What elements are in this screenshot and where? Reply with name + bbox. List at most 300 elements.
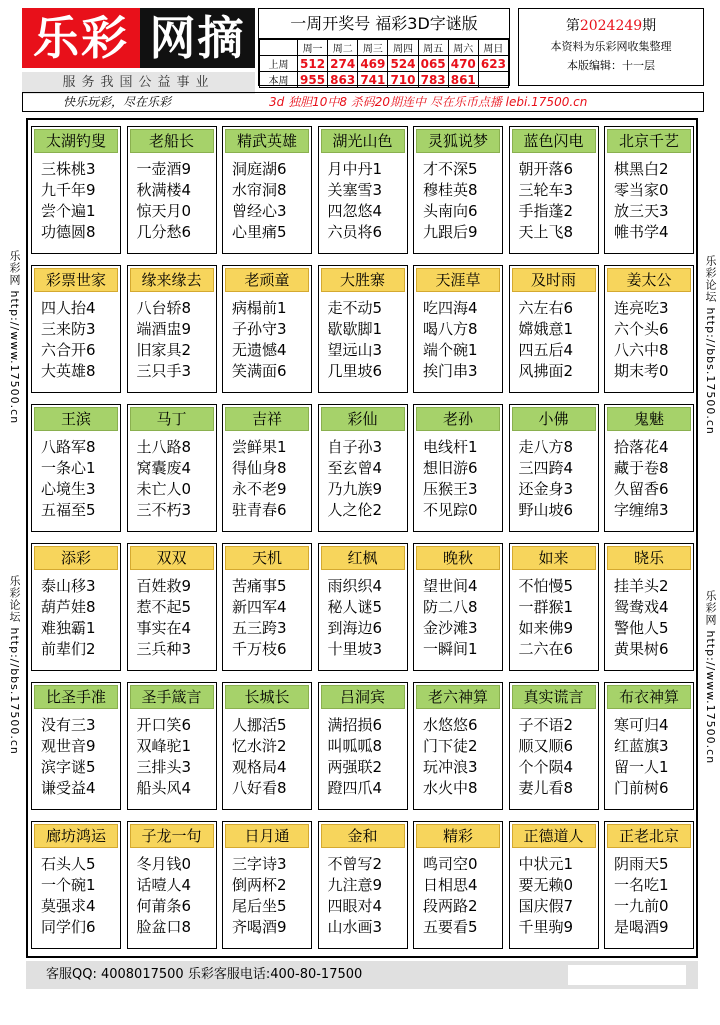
forecast-cell-body — [128, 572, 216, 660]
forecast-cell-body — [223, 711, 311, 799]
forecast-cell-title: 老船长 — [130, 129, 214, 153]
forecast-line: 子不语2 — [518, 716, 574, 734]
forecast-cell-title: 王滨 — [34, 407, 118, 431]
forecast-cell — [509, 821, 599, 949]
forecast-cell-title: 彩仙 — [321, 407, 405, 431]
forecast-cell-body — [510, 850, 598, 938]
this-week-number: 861 — [448, 72, 478, 88]
forecast-line: 千万枝6 — [232, 640, 287, 658]
forecast-cell — [318, 821, 408, 949]
last-week-number: 512 — [298, 56, 328, 72]
forecast-line: 笑满面6 — [232, 362, 287, 380]
forecast-cell-title: 添彩 — [34, 546, 118, 570]
last-week-label: 上周 — [260, 56, 298, 72]
forecast-line: 三字诗3 — [232, 855, 287, 873]
forecast-line: 何莆条6 — [136, 897, 192, 915]
forecast-cell-title: 如来 — [512, 546, 596, 570]
forecast-line: 段两路2 — [423, 897, 478, 915]
forecast-cell — [127, 543, 217, 671]
forecast-line: 鸣司空0 — [423, 855, 478, 873]
draw-day-header: 周二 — [328, 40, 358, 56]
draw-title: 一周开奖号 福彩3D字谜版 — [259, 9, 509, 39]
forecast-line: 风拂面2 — [518, 362, 574, 380]
forecast-line: 脸盆口8 — [136, 918, 192, 936]
forecast-line: 未亡人0 — [136, 480, 192, 498]
tagline-left: 快乐玩彩，尽在乐彩 — [63, 95, 172, 109]
forecast-line: 四五后4 — [518, 341, 574, 359]
forecast-line: 久留香6 — [614, 480, 669, 498]
forecast-cell — [318, 265, 408, 393]
footer-blank-box — [568, 965, 686, 985]
this-week-number: 863 — [328, 72, 358, 88]
slogan: 服务我国公益事业 — [22, 72, 255, 94]
forecast-line: 穆桂英8 — [423, 181, 478, 199]
forecast-cell — [127, 682, 217, 810]
tagline-bar — [22, 92, 704, 112]
forecast-cell-body — [319, 294, 407, 382]
forecast-line: 开口笑6 — [136, 716, 192, 734]
draw-day-header: 周五 — [418, 40, 448, 56]
forecast-line: 红蓝旗3 — [614, 737, 669, 755]
forecast-line: 倒两杯2 — [232, 876, 287, 894]
forecast-cell-body — [223, 155, 311, 243]
forecast-line: 双峰驼1 — [136, 737, 192, 755]
forecast-cell-body — [223, 294, 311, 382]
forecast-cell — [604, 821, 694, 949]
forecast-line: 寒可归4 — [614, 716, 669, 734]
forecast-cell-title: 老六神算 — [416, 685, 500, 709]
forecast-line: 一个碗1 — [41, 876, 96, 894]
forecast-cell-title: 子龙一句 — [130, 824, 214, 848]
forecast-cell-title: 大胜寨 — [321, 268, 405, 292]
forecast-cell-body — [510, 572, 598, 660]
forecast-line: 九千年9 — [41, 181, 96, 199]
draw-day-header: 周一 — [298, 40, 328, 56]
side-label-left-bottom: 乐彩论坛 http://bbs.17500.cn — [8, 575, 21, 755]
forecast-line: 六个头6 — [614, 320, 669, 338]
forecast-line: 人之伦2 — [327, 501, 383, 519]
forecast-cell-body — [510, 711, 598, 799]
forecast-line: 石头人5 — [41, 855, 96, 873]
forecast-cell — [604, 543, 694, 671]
forecast-line: 黄果树6 — [614, 640, 669, 658]
forecast-line: 警他人5 — [614, 619, 669, 637]
forecast-line: 顺又顺6 — [518, 737, 574, 755]
forecast-line: 观格局4 — [232, 758, 287, 776]
forecast-cell — [509, 682, 599, 810]
forecast-cell — [127, 126, 217, 254]
forecast-cell-title: 缘来缘去 — [130, 268, 214, 292]
this-week-number — [478, 72, 508, 88]
last-week-number: 470 — [448, 56, 478, 72]
forecast-cell — [127, 404, 217, 532]
issue-note: 本资料为乐彩网收集整理 — [550, 40, 672, 53]
forecast-cell-title: 鬼魅 — [607, 407, 691, 431]
forecast-line: 吃四海4 — [423, 299, 478, 317]
forecast-line: 百姓救9 — [136, 577, 192, 595]
forecast-cell-body — [128, 294, 216, 382]
forecast-line: 自子孙3 — [327, 438, 383, 456]
forecast-cell-body — [414, 711, 502, 799]
forecast-cell-title: 晓乐 — [607, 546, 691, 570]
forecast-line: 几分愁6 — [136, 223, 192, 241]
forecast-line: 三四跨4 — [518, 459, 574, 477]
forecast-line: 莫强求4 — [41, 897, 96, 915]
forecast-line: 要无赖0 — [518, 876, 574, 894]
forecast-cell-body — [128, 155, 216, 243]
forecast-cell-title: 马丁 — [130, 407, 214, 431]
forecast-line: 心境生3 — [41, 480, 96, 498]
forecast-cell-title: 天机 — [225, 546, 309, 570]
forecast-line: 惊天月0 — [136, 202, 192, 220]
forecast-line: 乃九族9 — [327, 480, 383, 498]
forecast-line: 藏于卷8 — [614, 459, 669, 477]
forecast-line: 想旧游6 — [423, 459, 478, 477]
forecast-line: 八台轿8 — [136, 299, 192, 317]
forecast-line: 玩冲浪3 — [423, 758, 478, 776]
last-week-number: 065 — [418, 56, 448, 72]
this-week-number: 955 — [298, 72, 328, 88]
forecast-line: 妻儿看8 — [518, 779, 574, 797]
forecast-cell-body — [605, 572, 693, 660]
forecast-line: 鸳鸯戏4 — [614, 598, 669, 616]
forecast-cell-title: 老孙 — [416, 407, 500, 431]
forecast-cell-body — [510, 294, 598, 382]
last-week-number: 623 — [478, 56, 508, 72]
forecast-cell-title: 圣手箴言 — [130, 685, 214, 709]
forecast-line: 前辈们2 — [41, 640, 96, 658]
forecast-cell-title: 小佛 — [512, 407, 596, 431]
forecast-line: 山水画3 — [327, 918, 383, 936]
forecast-line: 三株桃3 — [41, 160, 96, 178]
forecast-line: 六左右6 — [518, 299, 574, 317]
forecast-line: 阴雨天5 — [614, 855, 669, 873]
issue-number: 第2024249期 — [565, 18, 657, 34]
forecast-line: 一九前0 — [614, 897, 669, 915]
forecast-cell-title: 姜太公 — [607, 268, 691, 292]
forecast-line: 野山坡6 — [518, 501, 574, 519]
forecast-line: 一名吃1 — [614, 876, 669, 894]
forecast-line: 拾落花4 — [614, 438, 669, 456]
forecast-cell-title: 红枫 — [321, 546, 405, 570]
draw-day-header: 周三 — [358, 40, 388, 56]
forecast-line: 得仙身8 — [232, 459, 287, 477]
forecast-cell-body — [414, 850, 502, 938]
forecast-line: 金沙滩3 — [423, 619, 478, 637]
side-label-right-bottom: 乐彩网 http://www.17500.cn — [704, 590, 717, 765]
forecast-line: 水悠悠6 — [423, 716, 478, 734]
forecast-cell-title: 及时雨 — [512, 268, 596, 292]
forecast-line: 两强联2 — [327, 758, 383, 776]
forecast-cell-title: 彩票世家 — [34, 268, 118, 292]
forecast-cell — [509, 543, 599, 671]
forecast-line: 新四军4 — [232, 598, 287, 616]
forecast-cell-body — [319, 850, 407, 938]
forecast-cell-body — [223, 572, 311, 660]
forecast-cell — [413, 404, 503, 532]
forecast-line: 蹬四爪4 — [327, 779, 383, 797]
forecast-cell — [31, 543, 121, 671]
forecast-line: 没有三3 — [41, 716, 96, 734]
forecast-line: 中状元1 — [518, 855, 574, 873]
forecast-line: 日相思4 — [423, 876, 478, 894]
forecast-cell-body — [128, 711, 216, 799]
forecast-line: 驻青春6 — [232, 501, 287, 519]
forecast-cell-title: 日月通 — [225, 824, 309, 848]
forecast-line: 防二八8 — [423, 598, 478, 616]
footer-bar — [26, 961, 698, 989]
forecast-cell-title: 湖光山色 — [321, 129, 405, 153]
forecast-cell-body — [414, 294, 502, 382]
forecast-cell — [604, 404, 694, 532]
forecast-line: 子孙守3 — [232, 320, 287, 338]
forecast-line: 挂羊头2 — [614, 577, 669, 595]
forecast-line: 是喝酒9 — [614, 918, 669, 936]
forecast-cell-body — [605, 155, 693, 243]
forecast-cell-body — [223, 850, 311, 938]
forecast-line: 一壶酒9 — [136, 160, 192, 178]
logo-red-part: 乐彩 — [22, 8, 140, 68]
forecast-cell-body — [32, 711, 120, 799]
forecast-cell-title: 布衣神算 — [607, 685, 691, 709]
forecast-cell — [127, 821, 217, 949]
side-label-left-top: 乐彩网 http://www.17500.cn — [8, 250, 21, 425]
last-week-number: 524 — [388, 56, 418, 72]
forecast-line: 如来佛9 — [518, 619, 574, 637]
forecast-line: 个个陨4 — [518, 758, 574, 776]
forecast-cell-title: 正德道人 — [512, 824, 596, 848]
forecast-line: 心里痛5 — [232, 223, 287, 241]
forecast-line: 十里坡3 — [327, 640, 383, 658]
forecast-line: 朝开落6 — [518, 160, 574, 178]
forecast-cell — [604, 265, 694, 393]
forecast-cell — [318, 404, 408, 532]
forecast-cell-body — [32, 572, 120, 660]
forecast-cell — [604, 682, 694, 810]
forecast-cell-body — [32, 294, 120, 382]
forecast-line: 惹不起5 — [136, 598, 192, 616]
forecast-cell-body — [128, 433, 216, 521]
forecast-grid — [26, 118, 698, 958]
forecast-cell — [413, 543, 503, 671]
forecast-line: 棋黑白2 — [614, 160, 669, 178]
forecast-line: 五要看5 — [423, 918, 478, 936]
forecast-line: 尝鲜果1 — [232, 438, 287, 456]
forecast-cell — [222, 404, 312, 532]
forecast-line: 电线杆1 — [423, 438, 478, 456]
forecast-line: 三兵种3 — [136, 640, 192, 658]
forecast-line: 千里驹9 — [518, 918, 574, 936]
forecast-cell-title: 蓝色闪电 — [512, 129, 596, 153]
forecast-cell — [509, 404, 599, 532]
forecast-cell — [31, 126, 121, 254]
last-week-number: 469 — [358, 56, 388, 72]
forecast-cell-body — [605, 433, 693, 521]
forecast-cell-title: 长城长 — [225, 685, 309, 709]
forecast-line: 满招损6 — [327, 716, 383, 734]
forecast-line: 帷书学4 — [614, 223, 669, 241]
forecast-cell-title: 真实谎言 — [512, 685, 596, 709]
forecast-line: 歇歇脚1 — [327, 320, 383, 338]
forecast-line: 大英雄8 — [41, 362, 96, 380]
forecast-line: 尝个遍1 — [41, 202, 96, 220]
forecast-line: 八好看8 — [232, 779, 287, 797]
forecast-line: 八路军8 — [41, 438, 96, 456]
forecast-line: 同学们6 — [41, 918, 96, 936]
forecast-cell-title: 廊坊鸿运 — [34, 824, 118, 848]
forecast-line: 端个碗1 — [423, 341, 478, 359]
forecast-cell — [222, 821, 312, 949]
forecast-cell — [222, 682, 312, 810]
forecast-line: 嫦娥意1 — [518, 320, 574, 338]
forecast-line: 话噎人4 — [136, 876, 192, 894]
forecast-line: 连亮吃3 — [614, 299, 669, 317]
this-week-label: 本周 — [260, 72, 298, 88]
forecast-line: 苦痛事5 — [232, 577, 287, 595]
forecast-cell-body — [319, 572, 407, 660]
forecast-line: 一瞬间1 — [423, 640, 478, 658]
forecast-line: 九跟后9 — [423, 223, 478, 241]
forecast-line: 望远山3 — [327, 341, 383, 359]
forecast-line: 头南向6 — [423, 202, 478, 220]
forecast-line: 国庆假7 — [518, 897, 574, 915]
draw-table — [259, 39, 509, 88]
logo-black-part: 网摘 — [140, 8, 255, 68]
forecast-cell-title: 精彩 — [416, 824, 500, 848]
forecast-line: 不怕慢5 — [518, 577, 574, 595]
forecast-cell — [509, 265, 599, 393]
forecast-line: 尾后坐5 — [232, 897, 287, 915]
forecast-line: 事实在4 — [136, 619, 192, 637]
forecast-line: 洞庭湖6 — [232, 160, 287, 178]
forecast-line: 雨织织4 — [327, 577, 383, 595]
forecast-cell-body — [32, 850, 120, 938]
forecast-line: 六员将6 — [327, 223, 383, 241]
weekly-draw-box — [258, 8, 510, 86]
last-week-number: 274 — [328, 56, 358, 72]
forecast-cell-title: 比圣手准 — [34, 685, 118, 709]
forecast-cell-title: 灵狐说梦 — [416, 129, 500, 153]
forecast-cell-body — [223, 433, 311, 521]
forecast-cell-body — [319, 155, 407, 243]
forecast-line: 旧家具2 — [136, 341, 192, 359]
forecast-line: 水帘洞8 — [232, 181, 287, 199]
forecast-cell — [222, 265, 312, 393]
forecast-line: 一群猴1 — [518, 598, 574, 616]
forecast-cell-title: 晚秋 — [416, 546, 500, 570]
forecast-line: 齐喝酒9 — [232, 918, 287, 936]
issue-box — [518, 8, 704, 86]
forecast-cell-title: 老顽童 — [225, 268, 309, 292]
forecast-line: 谦受益4 — [41, 779, 96, 797]
forecast-line: 四人抬4 — [41, 299, 96, 317]
forecast-cell — [222, 126, 312, 254]
forecast-line: 不曾写2 — [327, 855, 383, 873]
forecast-line: 三排头3 — [136, 758, 192, 776]
forecast-line: 窝囊废4 — [136, 459, 192, 477]
forecast-line: 至玄曾4 — [327, 459, 383, 477]
forecast-cell-body — [605, 711, 693, 799]
forecast-line: 关塞雪3 — [327, 181, 383, 199]
forecast-line: 观世音9 — [41, 737, 96, 755]
forecast-cell — [31, 682, 121, 810]
forecast-line: 端酒盅9 — [136, 320, 192, 338]
forecast-cell-body — [319, 433, 407, 521]
forecast-line: 走八方8 — [518, 438, 574, 456]
forecast-line: 冬月钱0 — [136, 855, 192, 873]
forecast-cell — [509, 126, 599, 254]
forecast-line: 不见踪0 — [423, 501, 478, 519]
forecast-line: 几里坡6 — [327, 362, 383, 380]
forecast-cell-title: 双双 — [130, 546, 214, 570]
forecast-line: 三只手3 — [136, 362, 192, 380]
forecast-line: 手指蓬2 — [518, 202, 574, 220]
forecast-cell-body — [414, 433, 502, 521]
forecast-cell — [413, 821, 503, 949]
forecast-cell-body — [510, 155, 598, 243]
forecast-line: 泰山移3 — [41, 577, 96, 595]
forecast-line: 二六在6 — [518, 640, 574, 658]
forecast-cell — [318, 126, 408, 254]
forecast-line: 才不深5 — [423, 160, 478, 178]
forecast-cell-body — [32, 155, 120, 243]
forecast-line: 月中丹1 — [327, 160, 383, 178]
forecast-line: 望世间4 — [423, 577, 478, 595]
forecast-cell — [127, 265, 217, 393]
forecast-line: 走不动5 — [327, 299, 383, 317]
forecast-line: 天上飞8 — [518, 223, 574, 241]
forecast-line: 压猴王3 — [423, 480, 478, 498]
forecast-line: 曾经心3 — [232, 202, 287, 220]
forecast-line: 门下徒2 — [423, 737, 478, 755]
forecast-cell-title: 吕洞宾 — [321, 685, 405, 709]
side-label-right-top: 乐彩论坛 http://bbs.17500.cn — [704, 255, 717, 435]
forecast-line: 四忽悠4 — [327, 202, 383, 220]
forecast-cell — [31, 821, 121, 949]
forecast-cell — [413, 682, 503, 810]
forecast-cell-body — [605, 294, 693, 382]
forecast-cell — [413, 126, 503, 254]
forecast-cell — [604, 126, 694, 254]
forecast-line: 葫芦娃8 — [41, 598, 96, 616]
forecast-line: 叫呱呱8 — [327, 737, 383, 755]
forecast-line: 五福至5 — [41, 501, 96, 519]
this-week-number: 710 — [388, 72, 418, 88]
forecast-line: 六合开6 — [41, 341, 96, 359]
forecast-cell — [413, 265, 503, 393]
forecast-cell — [31, 404, 121, 532]
forecast-line: 门前树6 — [614, 779, 669, 797]
this-week-number: 741 — [358, 72, 388, 88]
forecast-line: 病榻前1 — [232, 299, 287, 317]
forecast-cell-title: 北京千艺 — [607, 129, 691, 153]
forecast-cell-body — [319, 711, 407, 799]
forecast-line: 字缠绵3 — [614, 501, 669, 519]
forecast-line: 永不老9 — [232, 480, 287, 498]
forecast-line: 八六中8 — [614, 341, 669, 359]
forecast-line: 三来防3 — [41, 320, 96, 338]
forecast-line: 一条心1 — [41, 459, 96, 477]
forecast-cell-title: 正老北京 — [607, 824, 691, 848]
logo — [22, 8, 255, 90]
forecast-cell-body — [510, 433, 598, 521]
forecast-line: 五三跨3 — [232, 619, 287, 637]
forecast-line: 九注意9 — [327, 876, 383, 894]
issue-editor: 本版编辑：十一层 — [567, 59, 655, 72]
tagline-right[interactable]: 3d 独胆10中8 杀码20期连中 尽在乐币点播 lebi.17500.cn — [269, 95, 588, 109]
forecast-cell-title: 吉祥 — [225, 407, 309, 431]
forecast-cell — [222, 543, 312, 671]
